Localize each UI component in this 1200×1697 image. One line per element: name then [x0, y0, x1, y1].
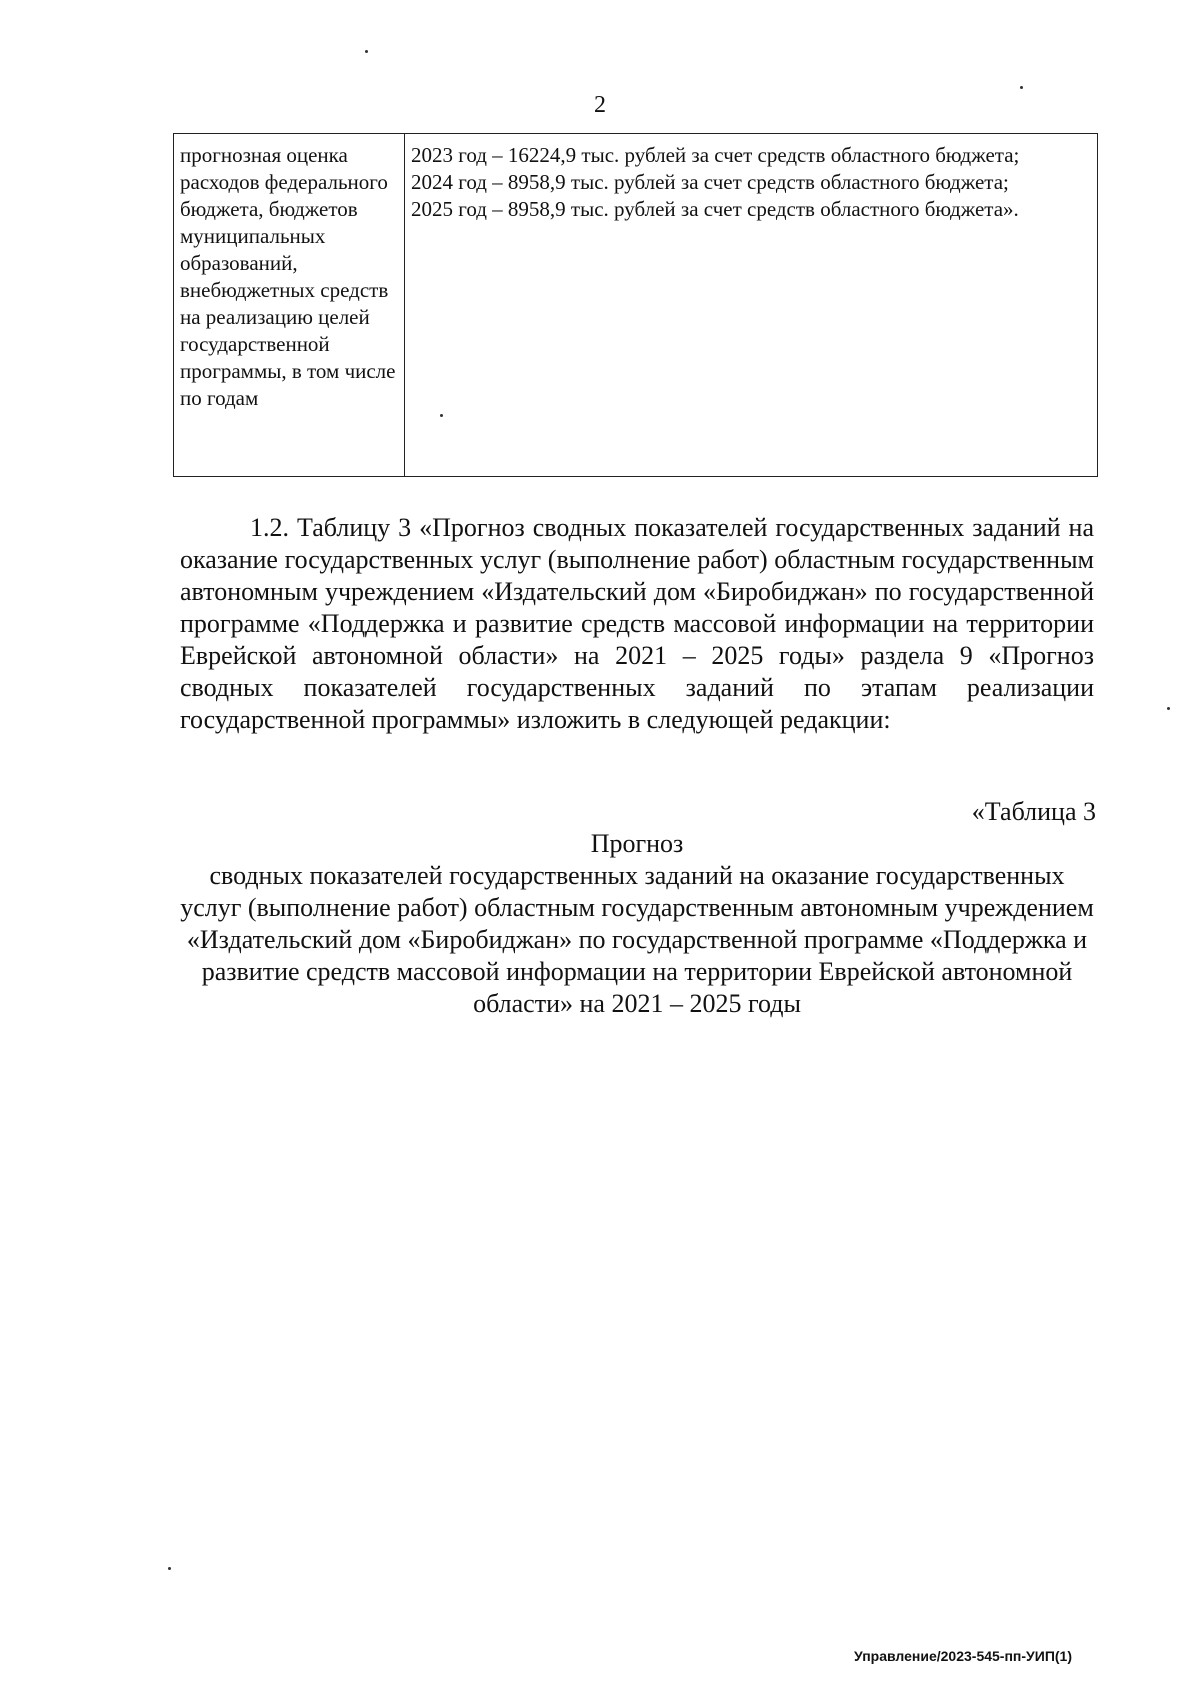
scan-speck: [168, 1567, 171, 1570]
table-reference: «Таблица 3: [971, 797, 1096, 826]
forecast-line-2024: 2024 год – 8958,9 тыс. рублей за счет средств областного бюджета;: [411, 170, 1009, 194]
page-number: 2: [594, 92, 606, 118]
table-label-cell: прогнозная оценка расходов федерального бюджета, бюджетов муниципальных образований, внебюджетных средств на реализацию целей государственной программы, в том числе по годам: [174, 134, 405, 477]
forecast-line-2025: 2025 год – 8958,9 тыс. рублей за счет средств областного бюджета».: [411, 197, 1019, 221]
caption-body: сводных показателей государственных заданий на оказание государственных услуг (выполнение работ) областным государственным автономным учреждением «Издательский дом «Биробиджан» по государственной программе «Поддержка и развитие средств массовой информации на территории Еврейской автономной области» на 2021 – 2025 годы: [180, 861, 1094, 1018]
table-row: [174, 134, 1098, 477]
funding-forecast-table: [173, 133, 1098, 477]
footer-document-code: Управление/2023-545-пп-УИП(1): [854, 1648, 1072, 1664]
caption-title: Прогноз: [590, 829, 684, 858]
scan-speck: [365, 50, 368, 53]
table-value-cell: [405, 134, 1098, 477]
paragraph-1-2: 1.2. Таблицу 3 «Прогноз сводных показателей государственных заданий на оказание государственных услуг (выполнение работ) областным государственным автономным учреждением «Издательский дом «Биробиджан» по государственной программе «Поддержка и развитие средств массовой информации на территории Еврейской автономной области» на 2021 – 2025 годы» раздела 9 «Прогноз сводных показателей государственных заданий по этапам реализации государственной программы» изложить в следующей редакции:: [180, 513, 1094, 734]
scan-speck: [1167, 707, 1170, 710]
scan-speck: [1020, 86, 1023, 89]
forecast-line-2023: 2023 год – 16224,9 тыс. рублей за счет средств областного бюджета;: [411, 143, 1020, 167]
